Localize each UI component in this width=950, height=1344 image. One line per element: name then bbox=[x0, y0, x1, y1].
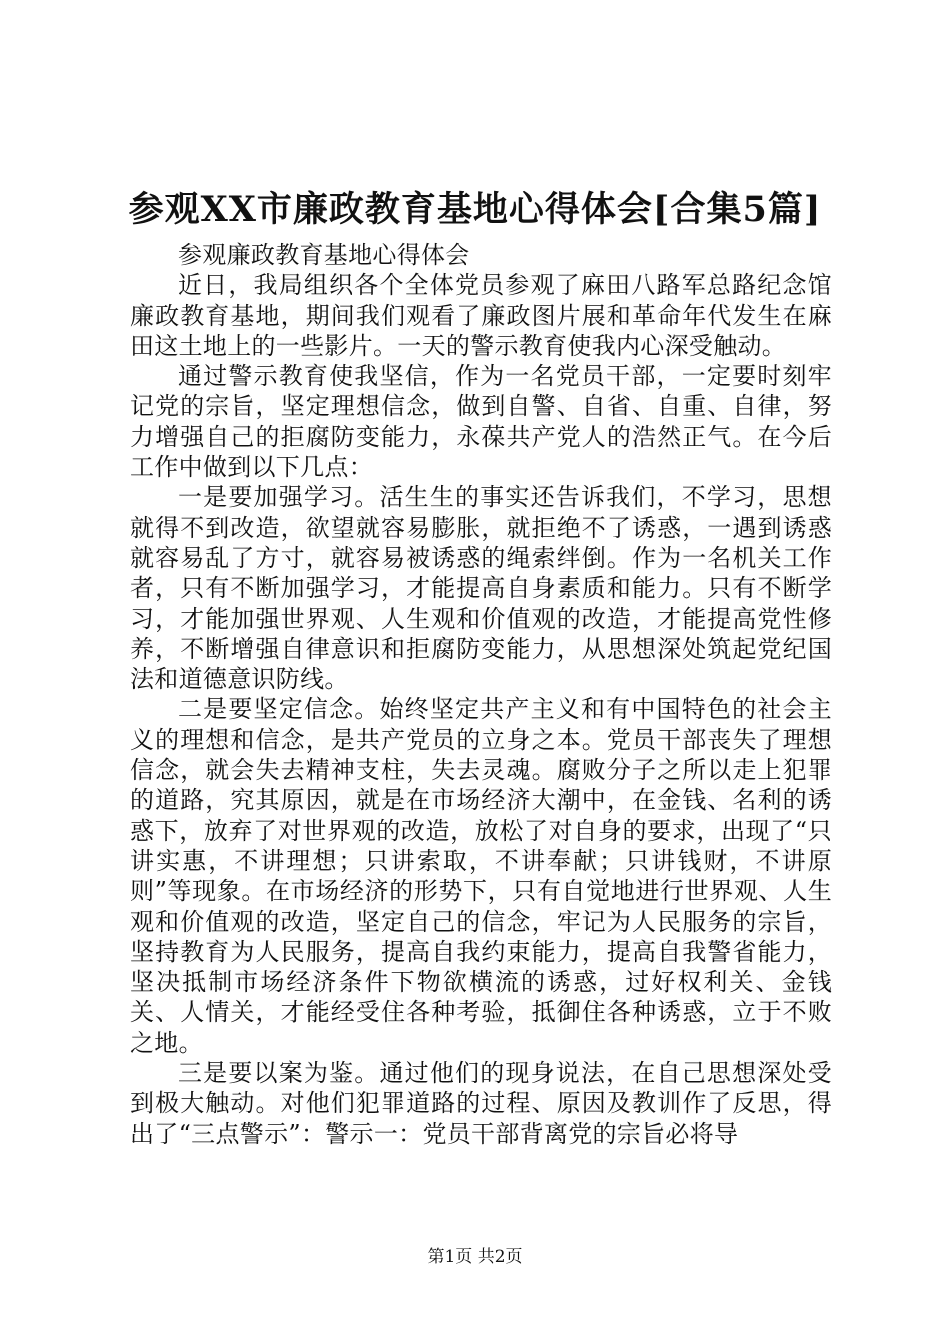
document-body bbox=[130, 240, 832, 1149]
paragraph-intro: 近日，我局组织各个全体党员参观了麻田八路军总路纪念馆廉政教育基地，期间我们观看了廉政图片展和革命年代发生在麻田这土地上的一些影片。一天的警示教育使我内心深受触动。 bbox=[130, 271, 832, 360]
document-title: 参观XX市廉政教育基地心得体会[合集5篇] bbox=[128, 189, 822, 230]
paragraph-conviction: 通过警示教育使我坚信，作为一名党员干部，一定要时刻牢记党的宗旨，坚定理想信念，做到自警、自省、自重、自律，努力增强自己的拒腐防变能力，永葆共产党人的浩然正气。在今后工作中做到以下几点： bbox=[130, 362, 832, 482]
section-heading: 参观廉政教育基地心得体会 bbox=[178, 241, 470, 269]
paragraph-point-one: 一是要加强学习。活生生的事实还告诉我们，不学习，思想就得不到改造，欲望就容易膨胀，就拒绝不了诱惑，一遇到诱惑就容易乱了方寸，就容易被诱惑的绳索绊倒。作为一名机关工作者，只有不断加强学习，才能提高自身素质和能力。只有不断学习，才能加强世界观、人生观和价值观的改造，才能提高党性修养，不断增强自律意识和拒腐防变能力，从思想深处筑起党纪国法和道德意识防线。 bbox=[130, 483, 832, 694]
paragraph-point-three: 三是要以案为鉴。通过他们的现身说法，在自己思想深处受到极大触动。对他们犯罪道路的过程、原因及教训作了反思，得出了“三点警示”：警示一：党员干部背离党的宗旨必将导 bbox=[130, 1059, 832, 1148]
page-footer: 第1页 共2页 bbox=[427, 1247, 523, 1267]
paragraph-point-two: 二是要坚定信念。始终坚定共产主义和有中国特色的社会主义的理想和信念，是共产党员的立身之本。党员干部丧失了理想信念，就会失去精神支柱，失去灵魂。腐败分子之所以走上犯罪的道路，究其原因，就是在市场经济大潮中，在金钱、名利的诱惑下，放弃了对世界观的改造，放松了对自身的要求，出现了“只讲实惠，不讲理想；只讲索取，不讲奉献；只讲钱财，不讲原则”等现象。在市场经济的形势下，只有自觉地进行世界观、人生观和价值观的改造，坚定自己的信念，牢记为人民服务的宗旨，坚持教育为人民服务，提高自我约束能力，提高自我警省能力，坚决抵制市场经济条件下物欲横流的诱惑，过好权利关、金钱关、人情关，才能经受住各种考验，抵御住各种诱惑，立于不败之地。 bbox=[130, 695, 832, 1057]
